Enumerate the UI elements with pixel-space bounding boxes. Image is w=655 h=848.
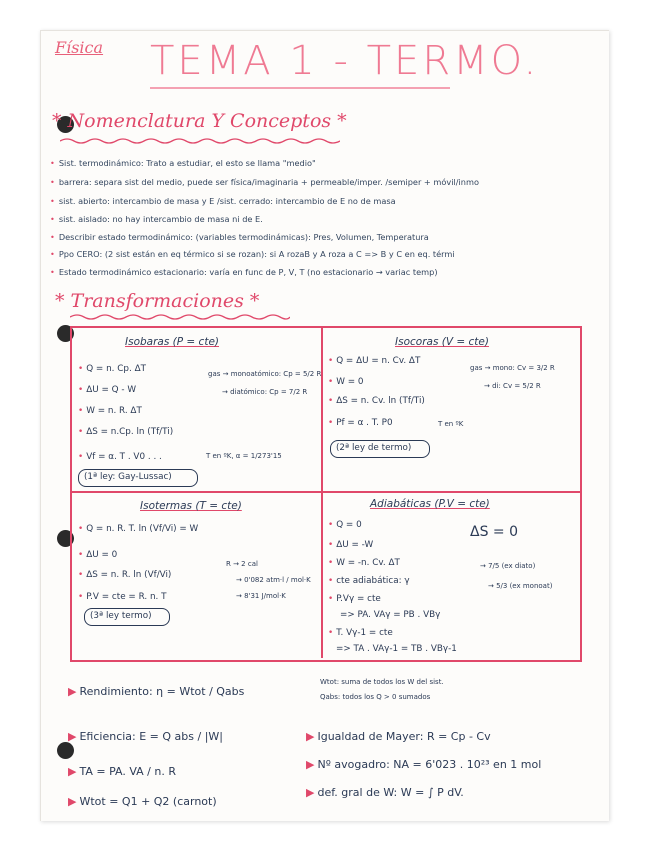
rendimiento-note: Qabs: todos los Q > 0 sumados [320, 693, 431, 701]
formula-line: • Q = n. R. T. ln (Vf/Vi) = W [78, 524, 199, 534]
adiabaticas-title: Adiabáticas (P.V = cte) [370, 498, 490, 510]
r-note: → 0'082 atm·l / mol·K [236, 576, 311, 584]
formula-line: • ΔS = n.Cp. ln (Tf/Ti) [78, 427, 174, 437]
concept-item: • barrera: separa sist del medio, puede ser física/imaginaria + permeable/imper. /semiper + móvil/inmo [50, 177, 479, 187]
formula-line: • Vf = α. T . V0 . . . [78, 452, 162, 462]
rendimiento-formula: ▶ Rendimiento: η = Wtot / Qabs [68, 685, 245, 698]
r-note: R → 2 cal [226, 560, 258, 568]
heading-underline [70, 313, 290, 321]
law-label: (1ª ley: Gay-Lussac) [84, 472, 172, 482]
formula-line: • W = n. R. ΔT [78, 406, 142, 416]
formula-line: • T. Vγ-1 = cte [328, 628, 393, 638]
concept-item: • Ppo CERO: (2 sist están en eq térmico si se rozan): si A rozaB y A roza a C => B y C en eq. térmi [50, 249, 455, 259]
concept-item: • Estado termodinámico estacionario: varía en func de P, V, T (no estacionario → variac temp) [50, 267, 438, 277]
formula-line: • P.Vγ = cte [328, 594, 381, 604]
isobaras-title: Isobaras (P = cte) [125, 336, 219, 348]
formula-line: • P.V = cte = R. n. T [78, 592, 167, 602]
gas-note: → diatómico: Cp = 7/2 R [222, 388, 308, 396]
concept-item: • Sist. termodinámico: Trato a estudiar, el esto se llama "medio" [50, 158, 316, 168]
formula-line: • ΔS = n. R. ln (Vf/Vi) [78, 570, 172, 580]
ta-formula: ▶ TA = PA. VA / n. R [68, 765, 176, 778]
formula-line: • ΔS = n. Cv. ln (Tf/Ti) [328, 396, 425, 406]
formula-line: • Q = n. Cp. ΔT [78, 364, 146, 374]
nomenclature-heading: * Nomenclatura Y Conceptos * [52, 110, 347, 132]
formula-line: • ΔU = -W [328, 540, 374, 550]
gamma-note: → 7/5 (ex diato) [480, 562, 536, 570]
temp-note: T en ºK, α = 1/273'15 [206, 452, 282, 460]
def-w-formula: ▶ def. gral de W: W = ∫ P dV. [306, 786, 464, 799]
gas-note: gas → monoatómico: Cp = 5/2 R [208, 370, 322, 378]
concept-item: • sist. abierto: intercambio de masa y E /sist. cerrado: intercambio de E no de masa [50, 196, 396, 206]
formula-line: • cte adiabática: γ [328, 576, 410, 586]
formula-line: • Pf = α . T. P0 [328, 418, 393, 428]
formula-line: • ΔU = Q - W [78, 385, 137, 395]
concept-item: • Describir estado termodinámico: (variables termodinámicas): Pres, Volumen, Temperatura [50, 232, 429, 242]
binder-hole [57, 742, 74, 759]
table-divider [70, 491, 580, 493]
formula-line: • Q = 0 [328, 520, 362, 530]
eficiencia-formula: ▶ Eficiencia: E = Q abs / |W| [68, 730, 223, 743]
gamma-note: → 5/3 (ex monoat) [488, 582, 553, 590]
transformations-heading: * Transformaciones * [55, 290, 260, 312]
page-title: TEMA 1 - TERMO. [150, 38, 540, 84]
avogadro-formula: ▶ Nº avogadro: NA = 6'023 . 10²³ en 1 mol [306, 758, 542, 771]
formula-line: • W = -n. Cv. ΔT [328, 558, 400, 568]
subject-label: Física [55, 38, 104, 57]
formula-line: • Q = ΔU = n. Cv. ΔT [328, 356, 421, 366]
title-underline [150, 87, 450, 89]
isocoras-title: Isocoras (V = cte) [395, 336, 489, 348]
rendimiento-note: Wtot: suma de todos los W del sist. [320, 678, 444, 686]
formula-line: • W = 0 [328, 377, 364, 387]
law-label: (3ª ley termo) [90, 611, 152, 621]
formula-line: => TA . VAγ-1 = TB . VBγ-1 [336, 644, 457, 654]
mayer-formula: ▶ Igualdad de Mayer: R = Cp - Cv [306, 730, 491, 743]
isotermas-title: Isotermas (T = cte) [140, 500, 242, 512]
gas-note: → di: Cv = 5/2 R [484, 382, 541, 390]
entropy-note: ΔS = 0 [470, 524, 519, 540]
heading-underline [60, 137, 340, 145]
concept-item: • sist. aislado: no hay intercambio de masa ni de E. [50, 214, 263, 224]
gas-note: gas → mono: Cv = 3/2 R [470, 364, 555, 372]
formula-line: • ΔU = 0 [78, 550, 118, 560]
wt-formula: ▶ Wtot = Q1 + Q2 (carnot) [68, 795, 217, 808]
law-label: (2ª ley de termo) [336, 443, 412, 453]
formula-line: => PA. VAγ = PB . VBγ [340, 610, 441, 620]
temp-note: T en ºK [438, 420, 464, 428]
r-note: → 8'31 J/mol·K [236, 592, 286, 600]
